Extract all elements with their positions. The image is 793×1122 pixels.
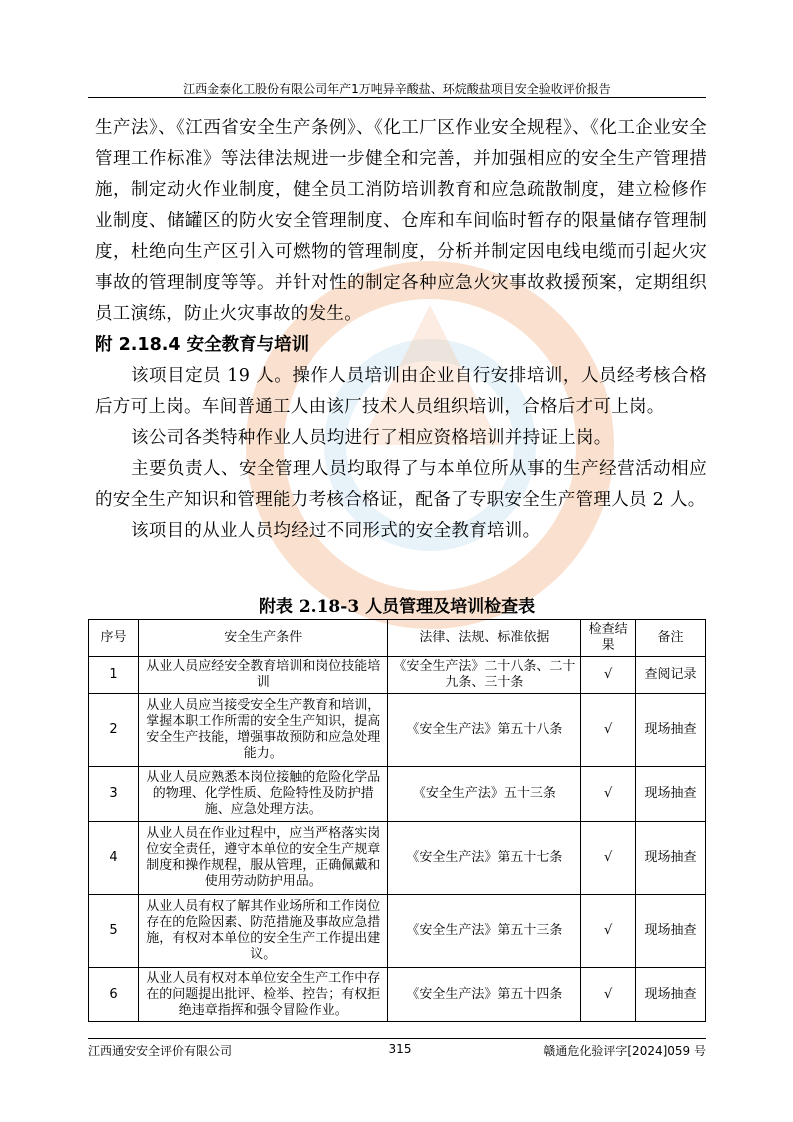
- paragraph-2: 该项目定员 19 人。操作人员培训由企业自行安排培训，人员经考核合格后方可上岗。车间普通工人由该厂技术人员组织培训，合格后才可上岗。: [95, 366, 707, 417]
- header-remark: 备注: [636, 620, 706, 657]
- paragraph-3: 该公司各类特种作业人员均进行了相应资格培训并持证上岗。: [131, 428, 612, 448]
- row-basis: 《安全生产法》第五十七条: [388, 822, 581, 895]
- row-basis: 《安全生产法》第五十四条: [388, 968, 581, 1022]
- table-header-row: [89, 620, 706, 657]
- row-remark: 现场抽查: [636, 767, 706, 822]
- header-no: 序号: [89, 620, 139, 657]
- row-remark: 现场抽查: [636, 694, 706, 767]
- table-row: [89, 895, 706, 968]
- table-row: [89, 657, 706, 694]
- footer-doc-number: 赣通危化验评字[2024]059 号: [543, 1044, 706, 1058]
- row-result: √: [581, 694, 636, 767]
- paragraph-4: 主要负责人、安全管理人员均取得了与本单位所从事的生产经营活动相应的安全生产知识和管理能力考核合格证，配备了专职安全生产管理人员 2 人。: [95, 459, 707, 510]
- footer-company: 江西通安安全评价有限公司: [88, 1044, 233, 1058]
- page-number: 315: [388, 1042, 412, 1056]
- header-result: 检查结果: [581, 620, 636, 657]
- row-condition: 从业人员应当接受安全生产教育和培训，掌握本职工作所需的安全生产知识，提高安全生产技能，增强事故预防和应急处理能力。: [138, 694, 388, 767]
- header-condition: 安全生产条件: [138, 620, 388, 657]
- row-no: 6: [89, 968, 139, 1022]
- row-remark: 现场抽查: [636, 968, 706, 1022]
- row-no: 2: [89, 694, 139, 767]
- header-rule: [88, 97, 706, 98]
- training-check-table: [88, 619, 706, 1022]
- table-row: [89, 968, 706, 1022]
- section-heading: 附 2.18.4 安全教育与培训: [95, 335, 310, 355]
- row-condition: 从业人员在作业过程中，应当严格落实岗位安全责任，遵守本单位的安全生产规章制度和操作规程，服从管理，正确佩戴和使用劳动防护用品。: [138, 822, 388, 895]
- row-remark: 查阅记录: [636, 657, 706, 694]
- row-remark: 现场抽查: [636, 895, 706, 968]
- row-result: √: [581, 968, 636, 1022]
- row-result: √: [581, 895, 636, 968]
- row-no: 4: [89, 822, 139, 895]
- paragraph-5: 该项目的从业人员均经过不同形式的安全教育培训。: [131, 521, 541, 541]
- header-basis: 法律、法规、标准依据: [388, 620, 581, 657]
- row-no: 3: [89, 767, 139, 822]
- row-no: 1: [89, 657, 139, 694]
- paragraph-1: 生产法》、《江西省安全生产条例》、《化工厂区作业安全规程》、《化工企业安全管理工作标准》等法律法规进一步健全和完善，并加强相应的安全生产管理措施，制定动火作业制度，健全员工消防培训教育和应急疏散制度，建立检修作业制度、储罐区的防火安全管理制度、仓库和车间临时暂存的限量储存管理制度，杜绝向生产区引入可燃物的管理制度，分析并制定因电线电缆而引起火灾事故的管理制度等等。并针对性的制定各种应急火灾事故救援预案，定期组织员工演练，防止火灾事故的发生。: [95, 118, 707, 324]
- row-condition: 从业人员有权对本单位安全生产工作中存在的问题提出批评、检举、控告；有权拒绝违章指挥和强令冒险作业。: [138, 968, 388, 1022]
- row-result: √: [581, 822, 636, 895]
- table-row: [89, 694, 706, 767]
- body-text: [95, 113, 707, 547]
- table-row: [89, 767, 706, 822]
- page-header: 江西金泰化工股份有限公司年产1万吨异辛酸盐、环烷酸盐项目安全验收评价报告: [183, 82, 611, 96]
- row-condition: 从业人员有权了解其作业场所和工作岗位存在的危险因素、防范措施及事故应急措施，有权对本单位的安全生产工作提出建议。: [138, 895, 388, 968]
- row-condition: 从业人员应熟悉本岗位接触的危险化学品的物理、化学性质、危险特性及防护措施、应急处理方法。: [138, 767, 388, 822]
- row-remark: 现场抽查: [636, 822, 706, 895]
- row-basis: 《安全生产法》二十八条、二十九条、三十条: [388, 657, 581, 694]
- row-condition: 从业人员应经安全教育培训和岗位技能培训: [138, 657, 388, 694]
- table-row: [89, 822, 706, 895]
- row-no: 5: [89, 895, 139, 968]
- row-basis: 《安全生产法》第五十三条: [388, 895, 581, 968]
- row-basis: 《安全生产法》第五十八条: [388, 694, 581, 767]
- footer-rule: [88, 1038, 706, 1039]
- row-result: √: [581, 767, 636, 822]
- table-title: 附表 2.18-3 人员管理及培训检查表: [258, 597, 536, 617]
- row-basis: 《安全生产法》五十三条: [388, 767, 581, 822]
- row-result: √: [581, 657, 636, 694]
